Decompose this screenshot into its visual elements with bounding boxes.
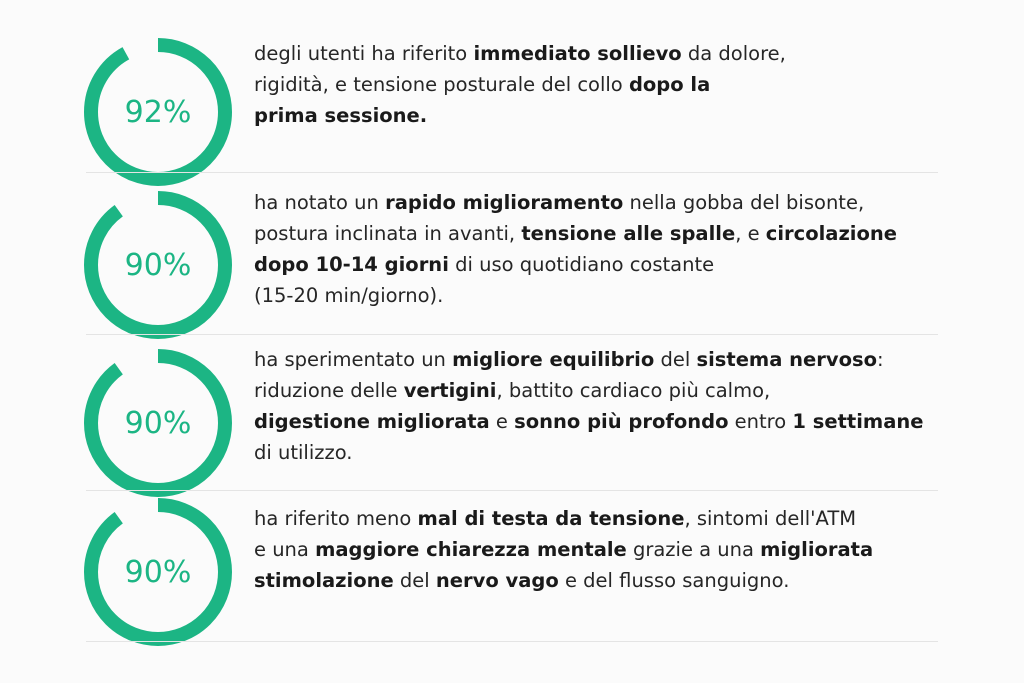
text: ha notato un (254, 191, 386, 214)
text: , e (735, 222, 766, 245)
bold-text: maggiore chiarezza mentale (315, 538, 627, 561)
bold-text: immediato sollievo (473, 42, 682, 65)
text: di uso quotidiano costante (448, 253, 715, 276)
divider (86, 490, 938, 491)
divider (86, 172, 938, 173)
progress-ring (84, 349, 232, 497)
bold-text: migliorata (760, 538, 874, 561)
stat-percent: 90% (124, 247, 192, 283)
bold-text: sonno più profondo (514, 410, 729, 433)
stat-description (254, 503, 944, 596)
bold-text: dopo la (628, 73, 711, 96)
text: postura inclinata in avanti, (254, 222, 522, 245)
bold-text: sistema nervoso (696, 348, 878, 371)
bold-text: digestione migliorata (254, 410, 490, 433)
bold-text: vertigini (403, 379, 497, 402)
bold-text: mal di testa da tensione (417, 507, 685, 530)
text: , battito cardiaco più calmo, (496, 379, 771, 402)
progress-ring (84, 191, 232, 339)
stat-percent: 90% (124, 405, 192, 441)
stat-description (254, 344, 944, 468)
text: entro (728, 410, 793, 433)
bold-text: 1 settimane (792, 410, 924, 433)
text: del (654, 348, 697, 371)
text: e una (254, 538, 316, 561)
text: (15-20 min/giorno). (254, 284, 444, 307)
bold-text: migliore equilibrio (452, 348, 655, 371)
bold-text: dopo 10-14 giorni (254, 253, 449, 276)
text: riduzione delle (254, 379, 404, 402)
progress-ring (84, 498, 232, 646)
bold-text: tensione alle spalle (521, 222, 736, 245)
bold-text: nervo vago (435, 569, 559, 592)
progress-ring (84, 38, 232, 186)
bold-text: prima sessione. (254, 104, 428, 127)
stat-description (254, 187, 944, 311)
stat-percent: 92% (124, 94, 192, 130)
stat-percent: 90% (124, 554, 192, 590)
text: ha sperimentato un (254, 348, 453, 371)
text: nella gobba del bisonte, (623, 191, 865, 214)
text: del (393, 569, 436, 592)
bold-text: rapido miglioramento (385, 191, 624, 214)
text: e (489, 410, 515, 433)
stat-description (254, 38, 944, 131)
text: , sintomi dell'ATM (684, 507, 857, 530)
text: rigidità, e tensione posturale del collo (254, 73, 629, 96)
text: da dolore, (681, 42, 786, 65)
text: e del flusso sanguigno. (558, 569, 790, 592)
bold-text: stimolazione (254, 569, 394, 592)
text: grazie a una (626, 538, 761, 561)
text: di utilizzo. (254, 441, 353, 464)
divider (86, 334, 938, 335)
bold-text: circolazione (765, 222, 897, 245)
text: : (877, 348, 884, 371)
divider (86, 641, 938, 642)
text: ha riferito meno (254, 507, 418, 530)
text: degli utenti ha riferito (254, 42, 474, 65)
